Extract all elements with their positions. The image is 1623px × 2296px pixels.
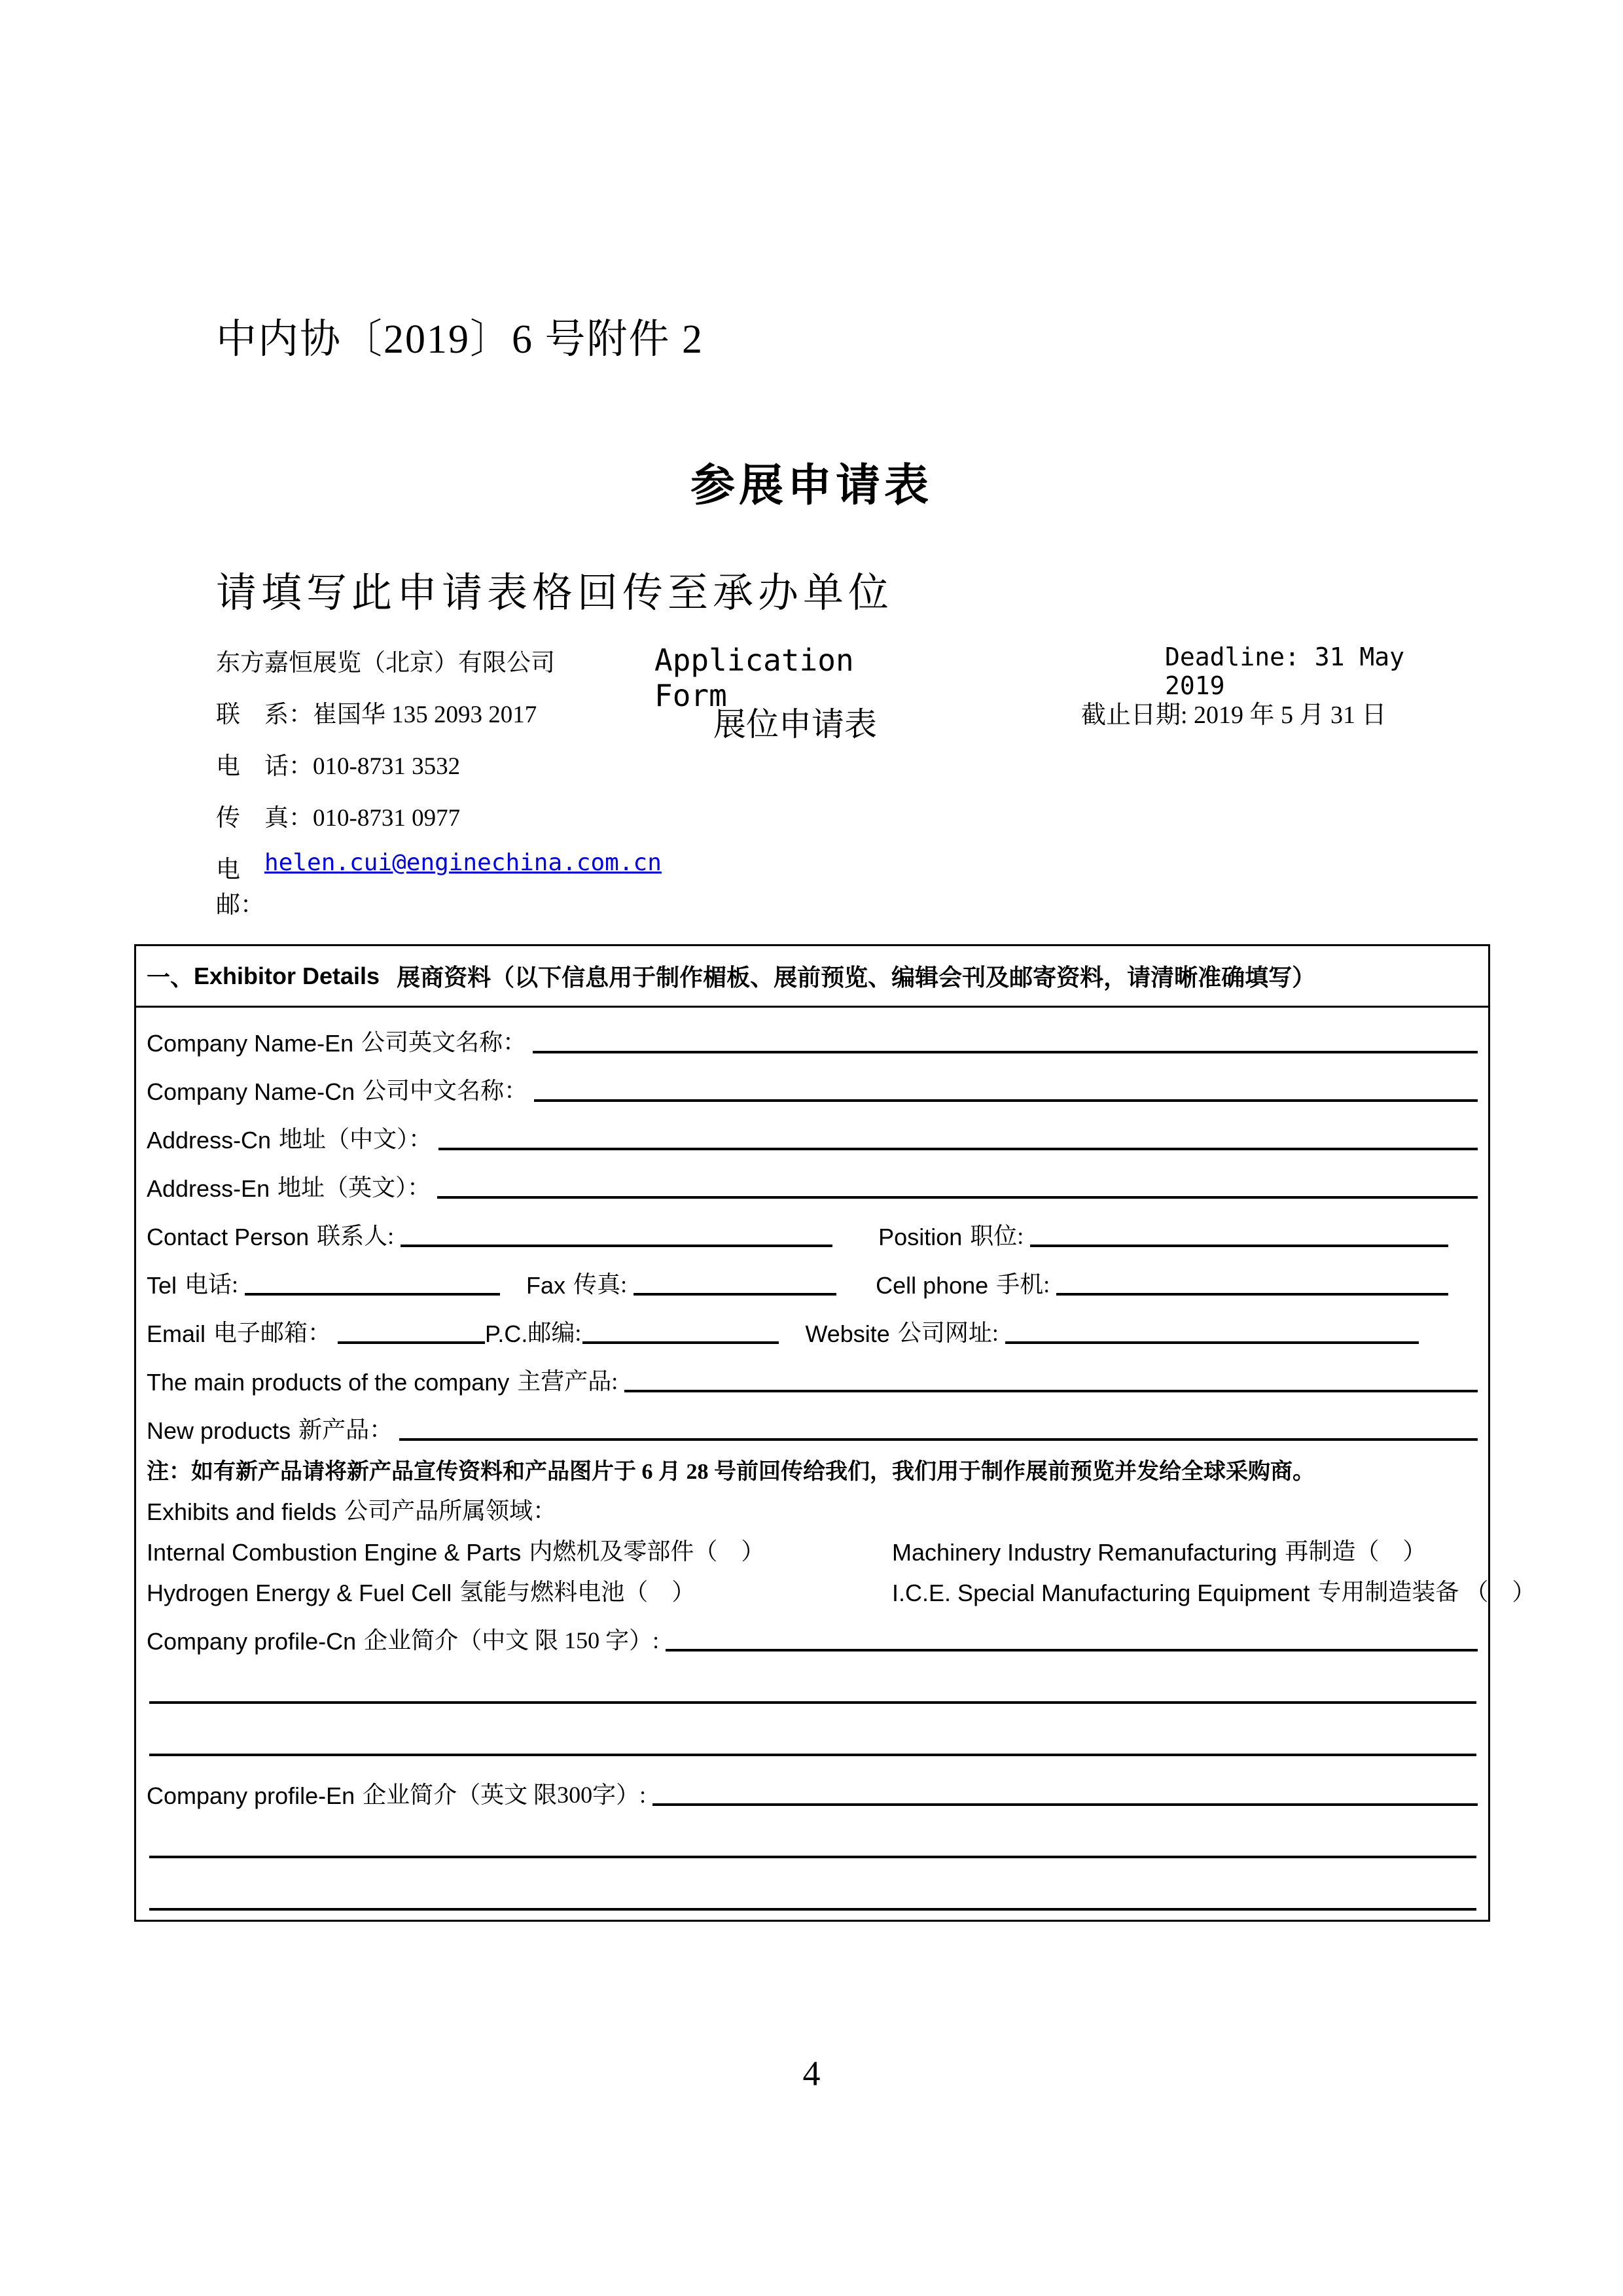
organizer-company: 东方嘉恒展览（北京）有限公司 bbox=[216, 650, 555, 677]
section-number: 一、 bbox=[147, 964, 194, 991]
field-row-tel-fax-cell bbox=[147, 1251, 1478, 1299]
contact-person-label-en: Contact Person bbox=[147, 1224, 310, 1250]
field-row-new-products bbox=[147, 1396, 1478, 1445]
profile-cn-input-line-3[interactable] bbox=[149, 1730, 1476, 1756]
company-name-cn-label-cn: 公司中文名称： bbox=[363, 1078, 528, 1104]
document-reference: 中内协〔2019〕6 号附件 2 bbox=[216, 317, 704, 362]
option-ice-engine-parts-label-cn: 内燃机及零部件（ ） bbox=[529, 1538, 765, 1564]
profile-en-input-line-1[interactable] bbox=[652, 1780, 1478, 1806]
new-products-note bbox=[147, 1445, 1478, 1485]
organizer-tel: 电 话：010-8731 3532 bbox=[216, 753, 461, 780]
field-row-company-name-en bbox=[147, 1009, 1478, 1057]
postal-code-input-line[interactable] bbox=[582, 1318, 779, 1344]
option-hydrogen-fuel-cell-label-en: Hydrogen Energy & Fuel Cell bbox=[147, 1580, 452, 1606]
organizer-fax: 传 真：010-8731 0977 bbox=[216, 805, 461, 832]
company-name-en-label-en: Company Name-En bbox=[147, 1030, 354, 1057]
main-products-label-en: The main products of the company bbox=[147, 1369, 510, 1396]
address-cn-label-cn: 地址（中文）： bbox=[279, 1126, 433, 1152]
organizer-contact-person: 联 系：崔国华 135 2093 2017 bbox=[216, 701, 537, 728]
position-label-cn: 职位: bbox=[970, 1223, 1024, 1249]
fax-label-en: Fax bbox=[526, 1272, 566, 1299]
company-name-en-input-line[interactable] bbox=[533, 1027, 1478, 1053]
address-cn-label-en: Address-Cn bbox=[147, 1127, 272, 1154]
field-row-company-name-cn bbox=[147, 1057, 1478, 1106]
deadline-en: Deadline: 31 May 2019 bbox=[1165, 643, 1405, 700]
fax-input-line[interactable] bbox=[633, 1269, 836, 1296]
email-input-line[interactable] bbox=[338, 1318, 485, 1344]
field-row-email-pc-website bbox=[147, 1299, 1478, 1348]
field-row-address-cn bbox=[147, 1106, 1478, 1154]
page-title: 参展申请表 bbox=[690, 461, 933, 510]
profile-en-label-en: Company profile-En bbox=[147, 1782, 355, 1809]
note-text: 注：如有新产品请将新产品宣传资料和产品图片于 6 月 28 号前回传给我们，我们用于制作展前预览并发给全球采购商。 bbox=[147, 1460, 1315, 1484]
option-hydrogen-fuel-cell-label-cn: 氢能与燃料电池（ ） bbox=[459, 1579, 696, 1605]
field-row-profile-en bbox=[147, 1760, 1478, 1810]
new-products-label-en: New products bbox=[147, 1417, 291, 1444]
position-input-line[interactable] bbox=[1030, 1221, 1448, 1247]
profile-cn-label-cn: 企业简介（中文 限 150 字）: bbox=[364, 1627, 660, 1653]
section-title-en: Exhibitor Details bbox=[194, 962, 380, 989]
profile-en-blank-row bbox=[147, 1862, 1478, 1915]
field-row-contact-position bbox=[147, 1203, 1478, 1251]
postal-code-label-en: P.C. bbox=[485, 1320, 528, 1347]
page-subtitle: 请填写此申请表格回传至承办单位 bbox=[216, 571, 894, 616]
option-ice-engine-parts-label-en: Internal Combustion Engine & Parts bbox=[147, 1539, 522, 1566]
option-special-equipment[interactable] bbox=[892, 1566, 1536, 1607]
profile-cn-blank-row bbox=[147, 1708, 1478, 1760]
exhibit-options-row-2 bbox=[147, 1566, 1536, 1607]
cell-phone-input-line[interactable] bbox=[1056, 1269, 1448, 1296]
exhibitor-details-form bbox=[134, 944, 1536, 1922]
website-input-line[interactable] bbox=[1005, 1318, 1419, 1344]
profile-en-label-cn: 企业简介（英文 限300字）: bbox=[363, 1782, 647, 1808]
exhibits-label-en: Exhibits and fields bbox=[147, 1498, 337, 1525]
website-label-cn: 公司网址: bbox=[897, 1320, 999, 1346]
position-label-en: Position bbox=[878, 1224, 963, 1250]
exhibit-options-row-1 bbox=[147, 1526, 1478, 1566]
company-name-cn-label-en: Company Name-Cn bbox=[147, 1078, 355, 1105]
field-row-profile-cn bbox=[147, 1607, 1478, 1655]
profile-cn-label-en: Company profile-Cn bbox=[147, 1628, 357, 1655]
contact-person-label-cn: 联系人: bbox=[317, 1223, 395, 1249]
main-products-input-line[interactable] bbox=[624, 1366, 1478, 1392]
field-row-main-products bbox=[147, 1348, 1478, 1396]
email-label-cn: 电子邮箱： bbox=[213, 1320, 332, 1346]
profile-en-input-line-3[interactable] bbox=[149, 1884, 1476, 1911]
contact-person-input-line[interactable] bbox=[401, 1221, 832, 1247]
main-products-label-cn: 主营产品: bbox=[517, 1368, 618, 1394]
address-en-label-en: Address-En bbox=[147, 1175, 270, 1202]
option-special-equipment-label-cn: 专用制造装备 （ ） bbox=[1317, 1579, 1536, 1605]
form-title-cn: 展位申请表 bbox=[713, 706, 877, 743]
address-en-input-line[interactable] bbox=[437, 1173, 1478, 1199]
email-link[interactable]: helen.cui@enginechina.com.cn bbox=[264, 849, 662, 876]
option-remanufacturing[interactable] bbox=[892, 1526, 1478, 1566]
section-header bbox=[136, 946, 1488, 1008]
email-label-en: Email bbox=[147, 1320, 206, 1347]
profile-cn-input-line-1[interactable] bbox=[666, 1625, 1478, 1651]
option-special-equipment-label-en: I.C.E. Special Manufacturing Equipment bbox=[892, 1580, 1310, 1606]
new-products-label-cn: 新产品： bbox=[298, 1417, 393, 1443]
address-en-label-cn: 地址（英文）： bbox=[277, 1174, 431, 1201]
option-hydrogen-fuel-cell[interactable] bbox=[147, 1566, 892, 1607]
company-name-cn-input-line[interactable] bbox=[534, 1076, 1478, 1102]
profile-cn-blank-row bbox=[147, 1655, 1478, 1708]
option-remanufacturing-label-en: Machinery Industry Remanufacturing bbox=[892, 1539, 1277, 1566]
form-title-en: Application Form bbox=[654, 643, 854, 713]
profile-cn-input-line-2[interactable] bbox=[149, 1678, 1476, 1704]
new-products-input-line[interactable] bbox=[399, 1415, 1478, 1441]
tel-label-cn: 电话: bbox=[185, 1271, 239, 1298]
fax-label-cn: 传真: bbox=[573, 1271, 628, 1298]
exhibits-fields-header bbox=[147, 1485, 1478, 1526]
organizer-contact-block bbox=[216, 643, 1450, 919]
website-label-en: Website bbox=[805, 1320, 890, 1347]
cell-phone-label-en: Cell phone bbox=[876, 1272, 989, 1299]
company-name-en-label-cn: 公司英文名称： bbox=[361, 1029, 527, 1055]
option-remanufacturing-label-cn: 再制造（ ） bbox=[1285, 1538, 1427, 1564]
page-number: 4 bbox=[802, 2054, 821, 2093]
exhibits-label-cn: 公司产品所属领域： bbox=[344, 1498, 557, 1524]
tel-input-line[interactable] bbox=[245, 1269, 500, 1296]
field-row-address-en bbox=[147, 1154, 1478, 1203]
profile-en-blank-row bbox=[147, 1810, 1478, 1862]
deadline-cn: 截止日期: 2019 年 5 月 31 日 bbox=[1081, 701, 1387, 729]
postal-code-label-cn: 邮编: bbox=[527, 1320, 582, 1346]
profile-en-input-line-2[interactable] bbox=[149, 1832, 1476, 1858]
organizer-email-label: 电 邮： bbox=[216, 857, 264, 919]
option-ice-engine-parts[interactable] bbox=[147, 1526, 892, 1566]
organizer-email-row bbox=[216, 849, 662, 919]
section-title-cn: 展商资料（以下信息用于制作楣板、展前预览、编辑会刊及邮寄资料，请清晰准确填写） bbox=[397, 964, 1316, 991]
tel-label-en: Tel bbox=[147, 1272, 177, 1299]
address-cn-input-line[interactable] bbox=[438, 1124, 1478, 1150]
cell-phone-label-cn: 手机: bbox=[996, 1271, 1050, 1298]
